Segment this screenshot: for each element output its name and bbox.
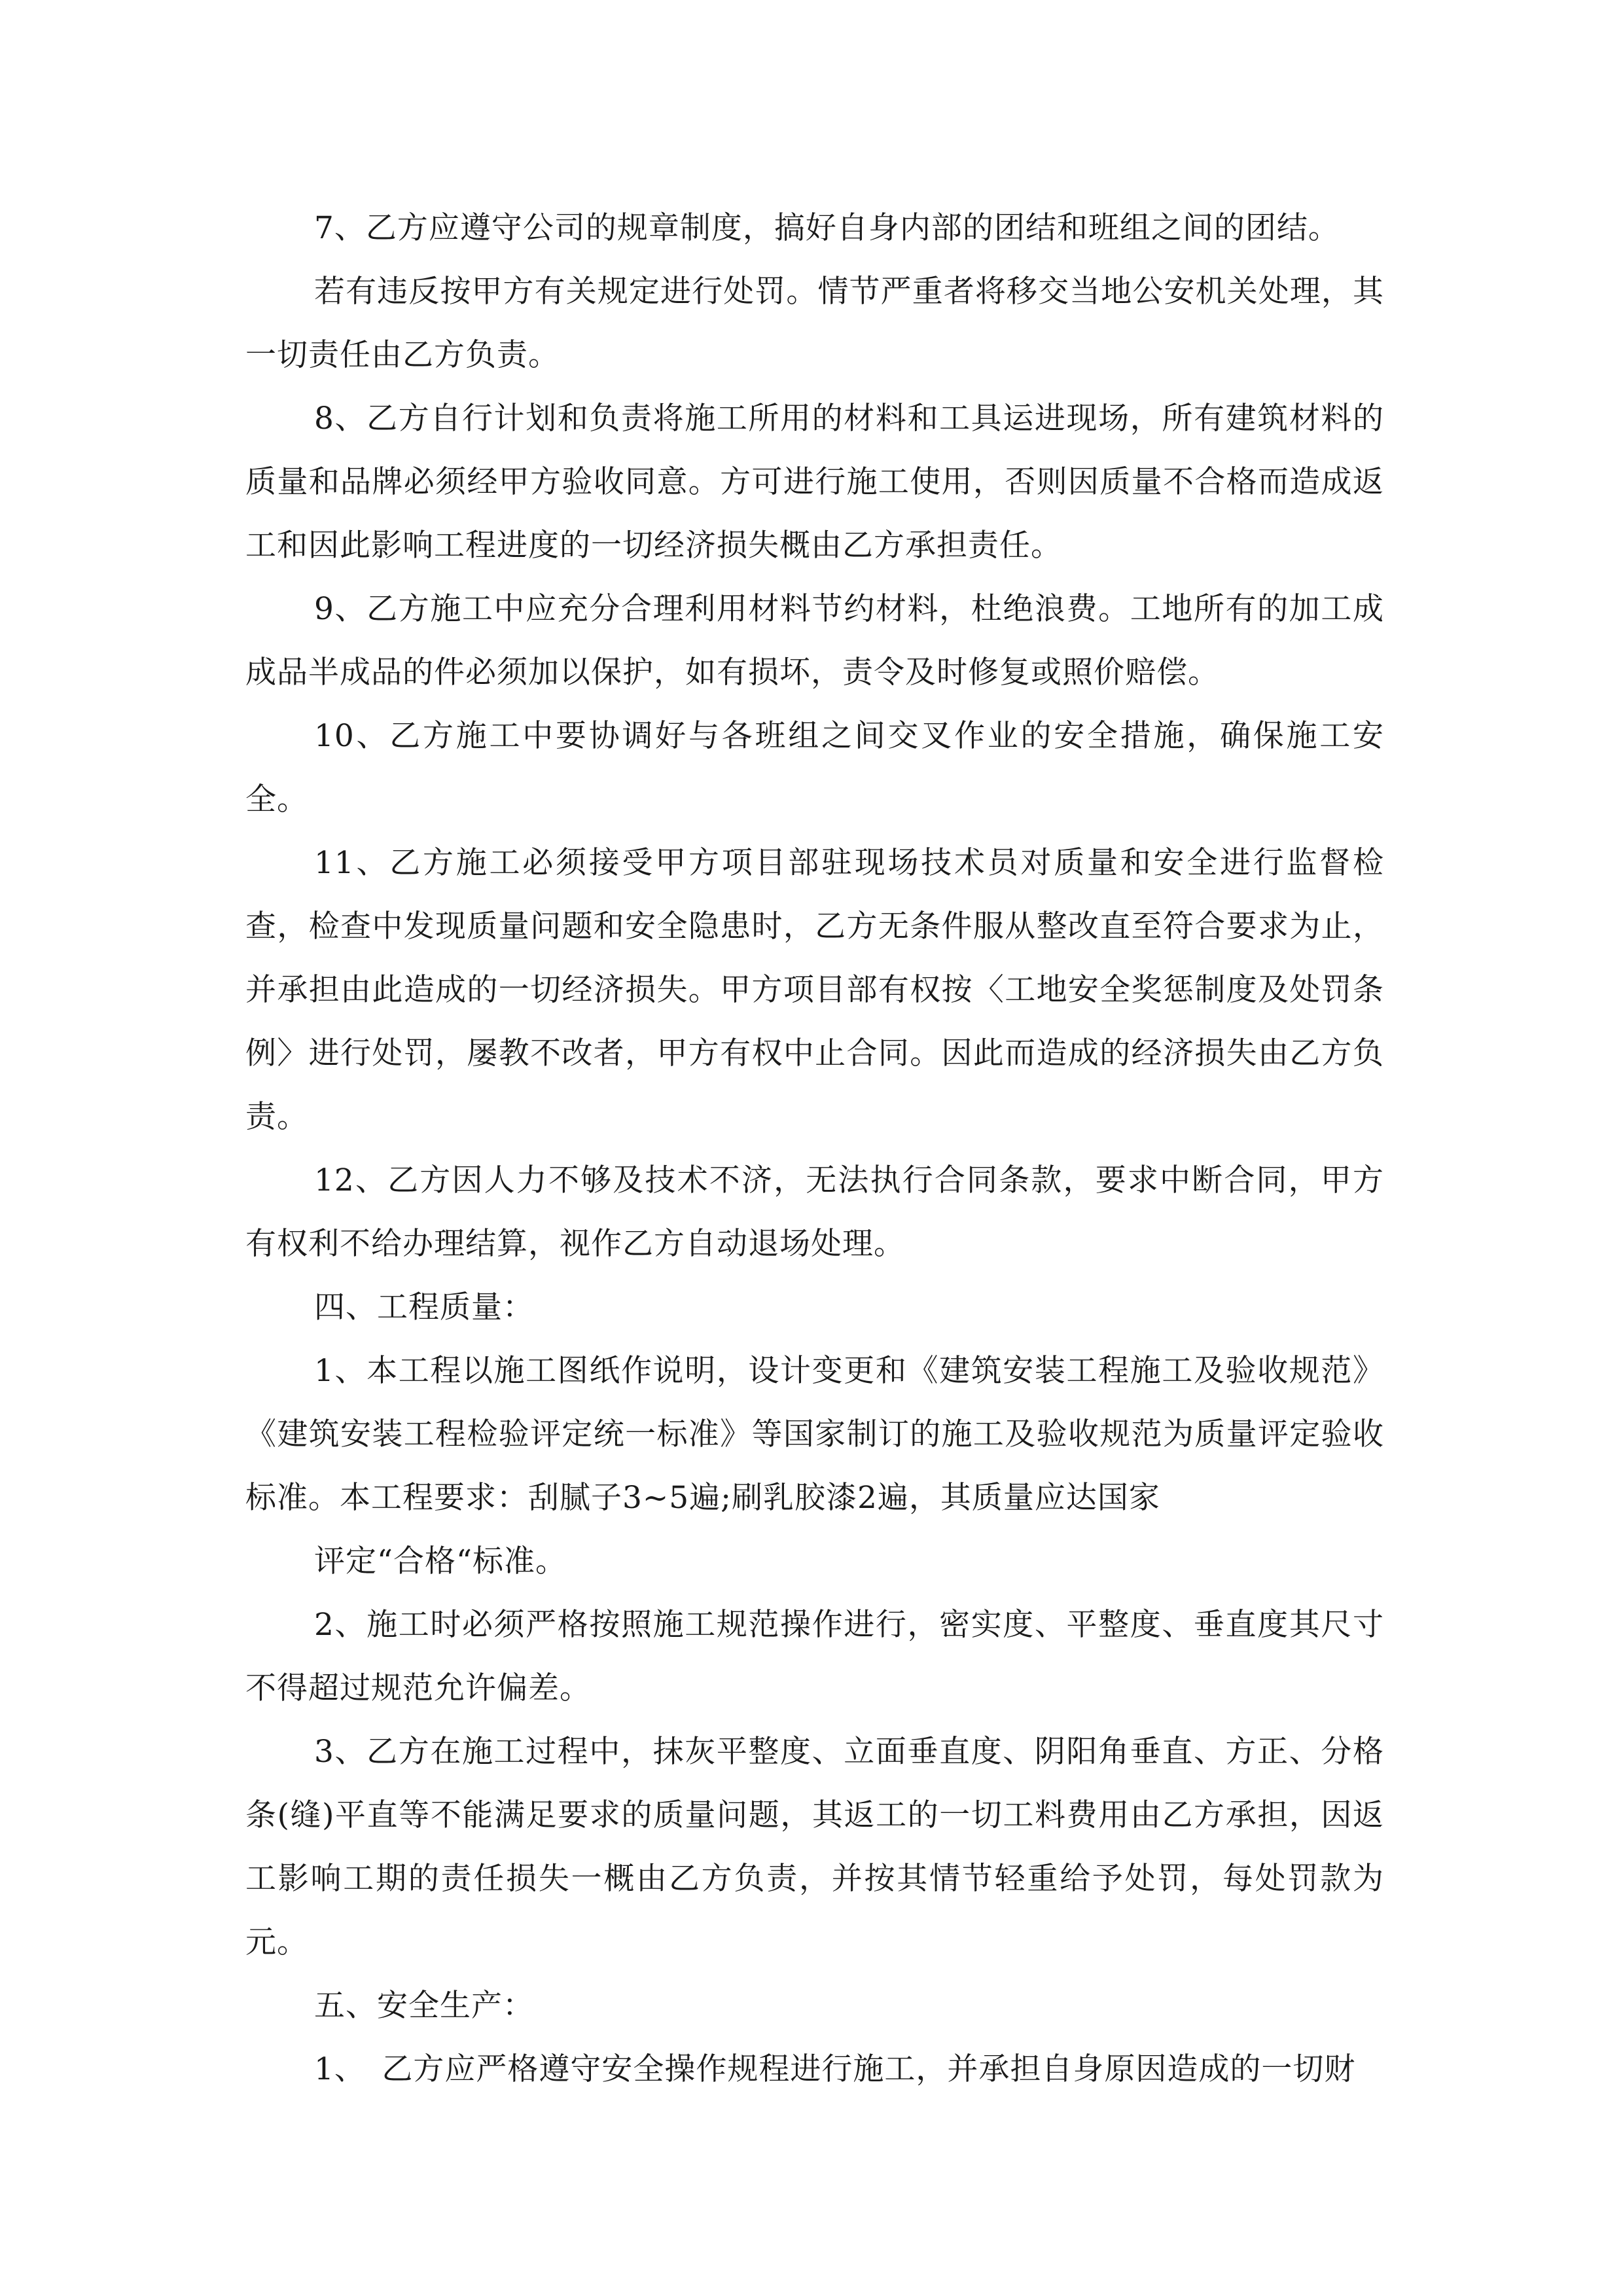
paragraph-quality-rating: 评定“合格“标准。	[314, 1543, 567, 1579]
paragraph-safety-1: 1、 乙方应严格遵守安全操作规程进行施工，并承担自身原因造成的一切财	[314, 2051, 1356, 2087]
paragraph-11-supervision: 11、乙方施工必须接受甲方项目部驻现场技术员对质量和安全进行监督检查，检查中发现质量问题和安全隐患时，乙方无条件服从整改直至符合要求为止，并承担由此造成的一切经济损失。甲方项目部有权按〈工地安全奖惩制度及处罚条例〉进行处罚，屡教不改者，甲方有权中止合同。因此而造成的经济损失由乙方负责。	[245, 845, 1384, 1135]
paragraph-9-material-saving: 9、乙方施工中应充分合理利用材料节约材料，杜绝浪费。工地所有的加工成成品半成品的件必须加以保护，如有损坏，责令及时修复或照价赔偿。	[245, 591, 1384, 691]
paragraph-8-materials: 8、乙方自行计划和负责将施工所用的材料和工具运进现场，所有建筑材料的质量和品牌必须经甲方验收同意。方可进行施工使用，否则因质量不合格而造成返工和因此影响工程进度的一切经济损失概由乙方承担责任。	[245, 401, 1384, 564]
section-heading-safety: 五、安全生产：	[314, 1988, 534, 2024]
paragraph-violation-penalty: 若有违反按甲方有关规定进行处罚。情节严重者将移交当地公安机关处理，其一切责任由乙方负责。	[245, 274, 1384, 373]
section-heading-quality: 四、工程质量：	[314, 1289, 534, 1325]
paragraph-quality-2-tolerance: 2、施工时必须严格按照施工规范操作进行，密实度、平整度、垂直度其尺寸不得超过规范允许偏差。	[245, 1607, 1384, 1706]
paragraph-10-coordination: 10、乙方施工中要协调好与各班组之间交叉作业的安全措施，确保施工安全。	[245, 718, 1384, 817]
paragraph-12-termination: 12、乙方因人力不够及技术不济，无法执行合同条款，要求中断合同，甲方有权利不给办理结算，视作乙方自动退场处理。	[245, 1162, 1384, 1262]
paragraph-7-regulations: 7、乙方应遵守公司的规章制度，搞好自身内部的团结和班组之间的团结。	[314, 210, 1340, 246]
document-body	[245, 196, 1384, 2101]
paragraph-quality-1-standards: 1、本工程以施工图纸作说明，设计变更和《建筑安装工程施工及验收规范》《建筑安装工程检验评定统一标准》等国家制订的施工及验收规范为质量评定验收标准。本工程要求：刮腻子3~5遍;刷乳胶漆2遍，其质量应达国家	[245, 1353, 1384, 1516]
paragraph-quality-3-rework: 3、乙方在施工过程中，抹灰平整度、立面垂直度、阴阳角垂直、方正、分格条(缝)平直等不能满足要求的质量问题，其返工的一切工料费用由乙方承担，因返工影响工期的责任损失一概由乙方负责，并按其情节轻重给予处罚，每处罚款为元。	[245, 1734, 1384, 1960]
